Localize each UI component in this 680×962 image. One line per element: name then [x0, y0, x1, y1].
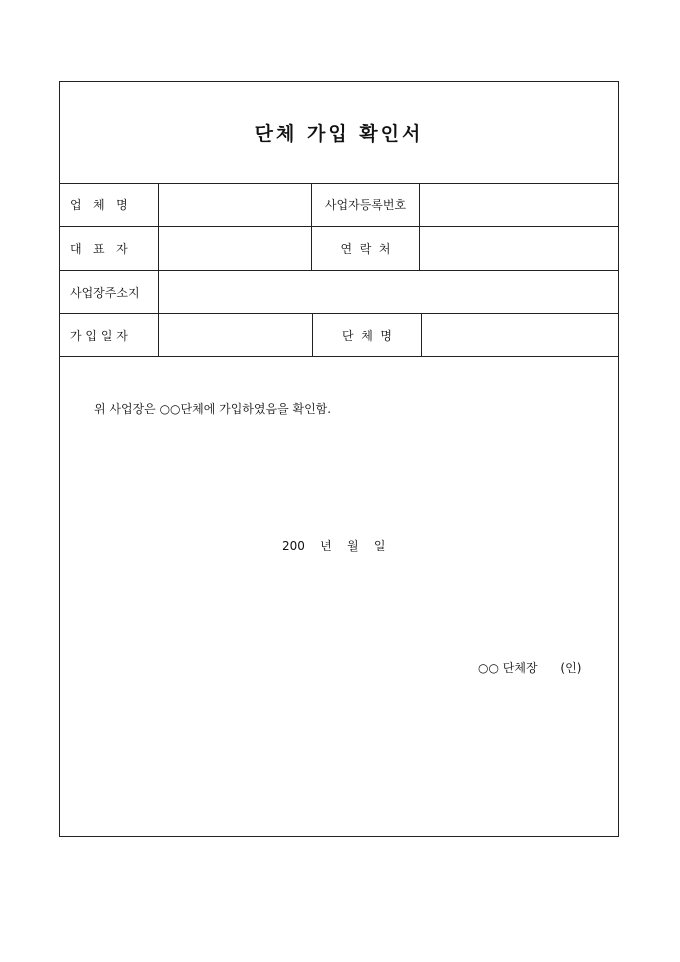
- contact-label: 연 락 처: [340, 242, 391, 256]
- document-title: 단체 가입 확인서: [254, 123, 424, 145]
- join-date-label: 가 입 일 자: [70, 328, 128, 343]
- row-company: [60, 183, 618, 227]
- address-label: 사업장주소지: [70, 285, 140, 300]
- business-reg-value[interactable]: [420, 183, 618, 226]
- company-name-value[interactable]: [159, 183, 311, 226]
- row-address: [60, 271, 618, 314]
- row-representative: [60, 227, 618, 271]
- org-name-value[interactable]: [422, 314, 618, 356]
- org-name-label: 단 체 명: [341, 328, 393, 343]
- signature-line: ○○ 단체장 (인): [478, 661, 582, 675]
- contact-value[interactable]: [420, 227, 618, 270]
- business-reg-label: 사업자등록번호: [324, 198, 407, 212]
- confirmation-form: [59, 81, 619, 837]
- join-date-value[interactable]: [159, 314, 312, 356]
- company-name-label: 업 체 명: [70, 198, 128, 212]
- representative-value[interactable]: [159, 227, 311, 270]
- confirmation-text: 위 사업장은 ○○단체에 가입하였음을 확인함.: [94, 402, 332, 416]
- title-row: [60, 82, 618, 184]
- representative-label: 대 표 자: [70, 242, 128, 256]
- address-value[interactable]: [159, 271, 618, 313]
- row-join-date: [60, 314, 618, 357]
- date-line: 200 년 월 일: [282, 539, 386, 553]
